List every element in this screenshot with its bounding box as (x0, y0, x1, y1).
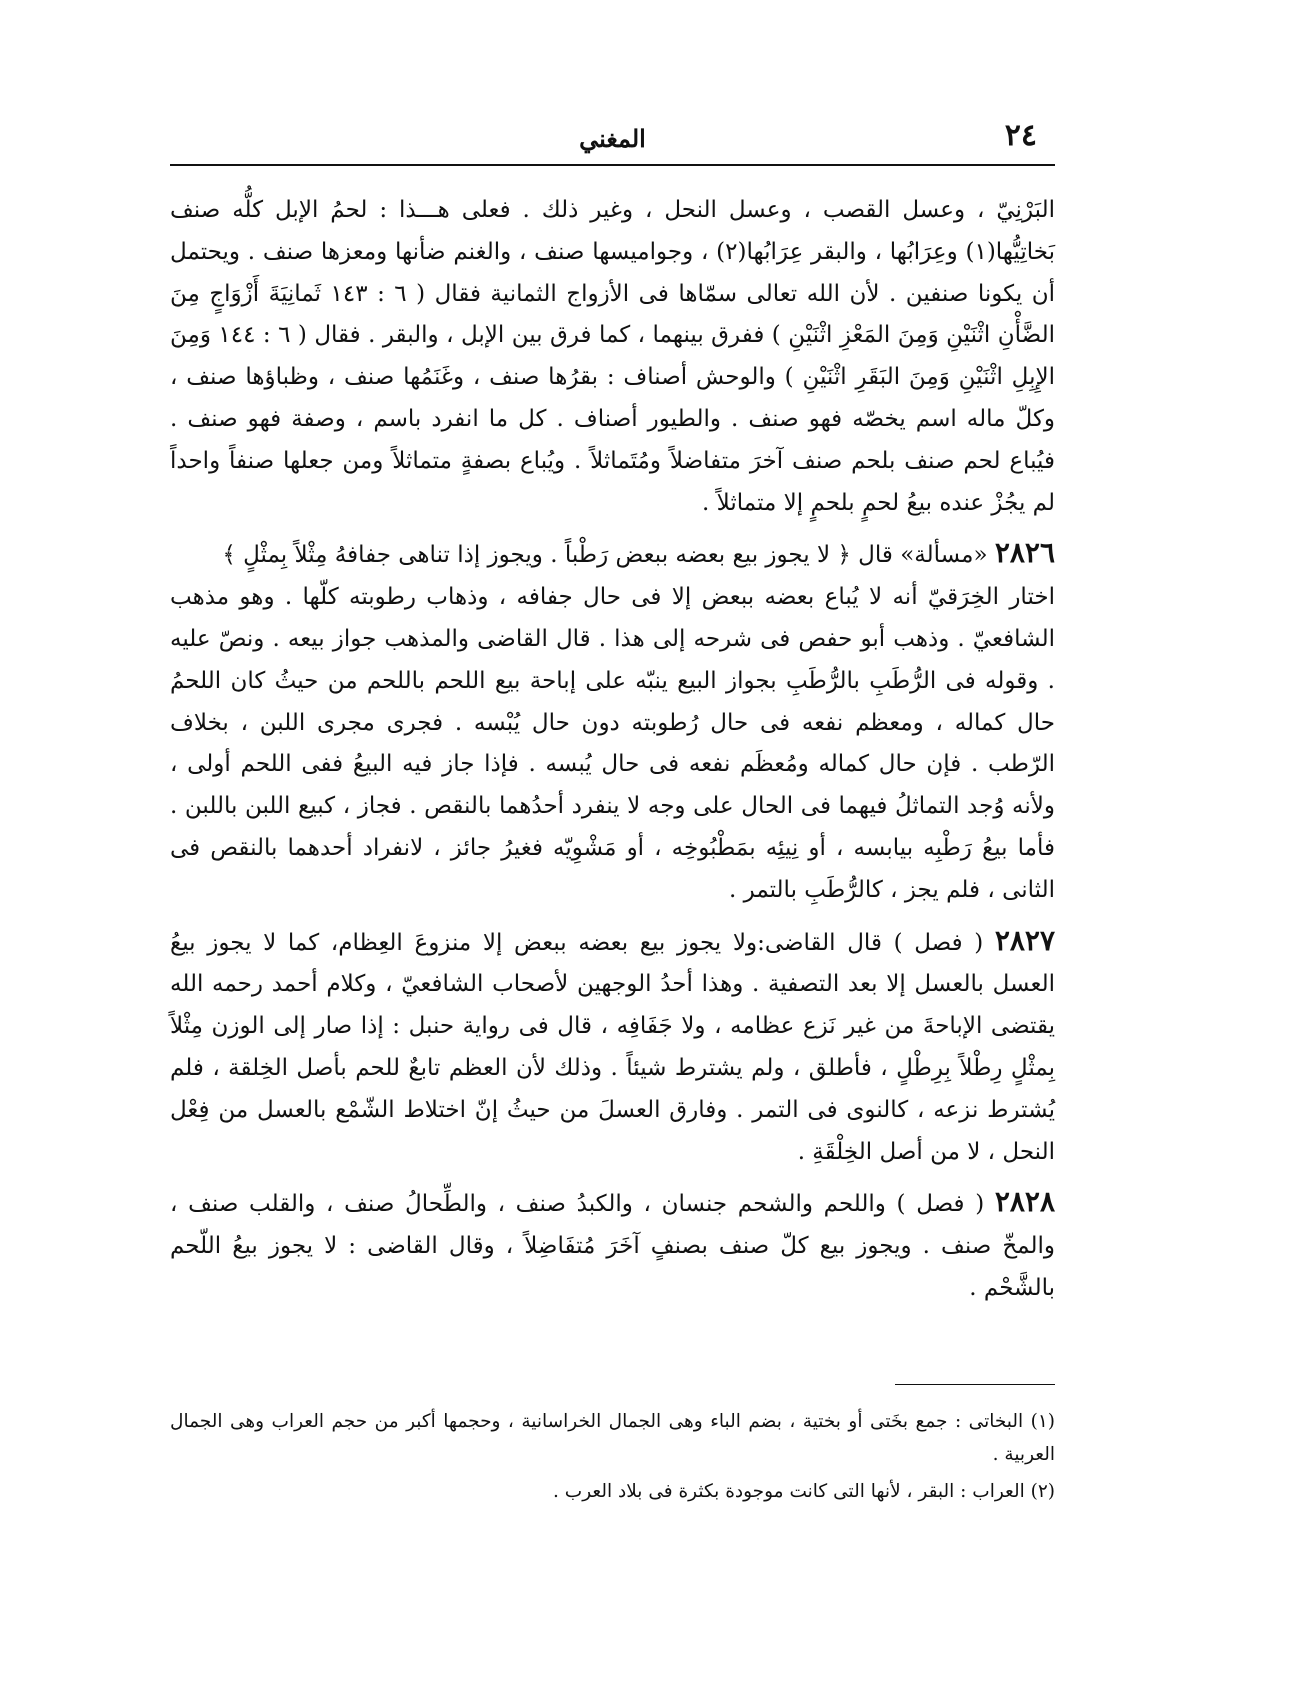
section-number-2826: ٢٨٢٦ (994, 536, 1055, 570)
page-header (170, 108, 1055, 168)
section-number-2828: ٢٨٢٨ (994, 1185, 1055, 1219)
section-number-2827: ٢٨٢٧ (994, 923, 1055, 957)
footnotes (170, 1405, 1055, 1512)
section-2826 (170, 532, 1055, 577)
section-2827 (170, 920, 1055, 1174)
page-number: ٢٤ (1004, 118, 1037, 153)
paragraph-1: البَرْنِيّ ، وعسل القصب ، وعسل النحل ، وغير ذلك . فعلى هـــذا : لحمُ الإبل كلُّه صنف بَخاتِيُّها(١) وعِرَابُها ، والبقر عِرَابُها(٢) ، وجواميسها صنف ، والغنم ضأنها ومعزها صنف . ويحتمل أن يكونا صنفين . لأن الله تعالى سمّاها فى الأزواج الثمانية فقال ( ٦ : ١٤٣ ثَمانِيَةَ أَزْوَاجٍ مِنَ الضَّأْنِ اثْنَيْنِ وَمِنَ المَعْزِ اثْنَيْنِ ) ففرق بينهما ، كما فرق بين الإبل ، والبقر . فقال ( ٦ : ١٤٤ وَمِنَ الإِبِلِ اثْنَيْنِ وَمِنَ البَقَرِ اثْنَيْنِ ) والوحش أصناف : بقرُها صنف ، وغَنَمُها صنف ، وظباؤها صنف ، وكلّ ماله اسم يخصّه فهو صنف . والطيور أصناف . كل ما انفرد باسم ، وصفة فهو صنف . فيُباع لحم صنف بلحم صنف آخرَ متفاضلاً ومُتَماثلاً . ويُباع بصفةٍ متماثلاً ومن جعلها صنفاً واحداً لم يجُزْ عنده بيعُ لحمٍ بلحمٍ إلا متماثلاً . (170, 197, 1056, 516)
section-2827-text: ( فصل ) قال القاضى:ولا يجوز بيع بعضه ببعض إلا منزوعَ العِظام، كما لا يجوز بيعُ العسل بالعسل إلا بعد التصفية . وهذا أحدُ الوجهين لأصحاب الشافعيّ ، وكلام أحمد رحمه الله يقتضى الإباحةَ من غير نَزع عظامه ، ولا جَفَافِه ، قال فى رواية حنبل : إذا صار إلى الوزن مِثْلاً بِمثْلٍ رِطْلاً بِرِطْلٍ ، فأطلق ، ولم يشترط شيئاً . وذلك لأن العظم تابعٌ للحم بأصل الخِلقة ، فلم يُشترط نزعه ، كالنوى فى التمر . وفارق العسلَ من حيثُ إنّ اختلاط الشّمْع بالعسل من فِعْل النحل ، لا من أصل الخِلْقَةِ . (170, 929, 1055, 1165)
footnote-1: (١) البخاتى : جمع بخَتى أو بختية ، بضم الباء وهى الجمال الخراسانية ، وحجمها أكبر من حجم العراب وهى الجمال العربية . (170, 1411, 1055, 1465)
running-title: المغني (579, 124, 646, 153)
section-2828-text: ( فصل ) واللحم والشحم جنسان ، والكبدُ صنف ، والطِّحالُ صنف ، والقلب صنف ، والمخّ صنف . ويجوز بيع كلّ صنف بصنفٍ آخَرَ مُتفَاضِلاً ، وقال القاضى : لا يجوز بيعُ اللّحم بالشَّحْم . (170, 1191, 1055, 1301)
header-rule (170, 164, 1055, 166)
footnote-rule (895, 1384, 1055, 1385)
section-2826-text: اختار الخِرَقيّ أنه لا يُباع بعضه ببعض إلا فى حال جفافه ، وذهاب رطوبته كلّها . وهو مذهب الشافعيّ . وذهب أبو حفص فى شرحه إلى هذا . قال القاضى والمذهب جواز بيعه . ونصّ عليه . وقوله فى الرُّطَبِ بالرُّطَبِ بجواز البيع ينبّه على إباحة بيع اللحم باللحم من حيثُ كان اللحمُ حال كماله ، ومعظم نفعه فى حال رُطوبته دون حال يُبْسه . فجرى مجرى اللبن ، بخلاف الرّطب . فإن حال كماله ومُعظَم نفعه فى حال يُبسه . فإذا جاز فيه البيعُ ففى اللحم أولى ، ولأنه وُجد التماثلُ فيهما فى الحال على وجه لا ينفرد أحدُهما بالنقص . فجاز ، كبيع اللبن باللبن . فأما بيعُ رَطْبِه بيابسه ، أو نِيئِه بمَطْبُوخِه ، أو مَشْوِيّه فغيرُ جائز ، لانفراد أحدهما بالنقص فى الثانى ، فلم يجز ، كالرُّطَبِ بالتمر . (170, 584, 1055, 903)
section-2828 (170, 1181, 1055, 1309)
section-2826-lead: «مسألة» قال ﴿ لا يجوز بيع بعضه ببعض رَطْباً . ويجوز إذا تناهى جفافهُ مِثْلاً بِمثْلٍ ﴾ (222, 542, 988, 569)
footnote-2: (٢) العراب : البقر ، لأنها التى كانت موجودة بكثرة فى بلاد العرب . (553, 1481, 1055, 1502)
main-text (170, 190, 1055, 1310)
